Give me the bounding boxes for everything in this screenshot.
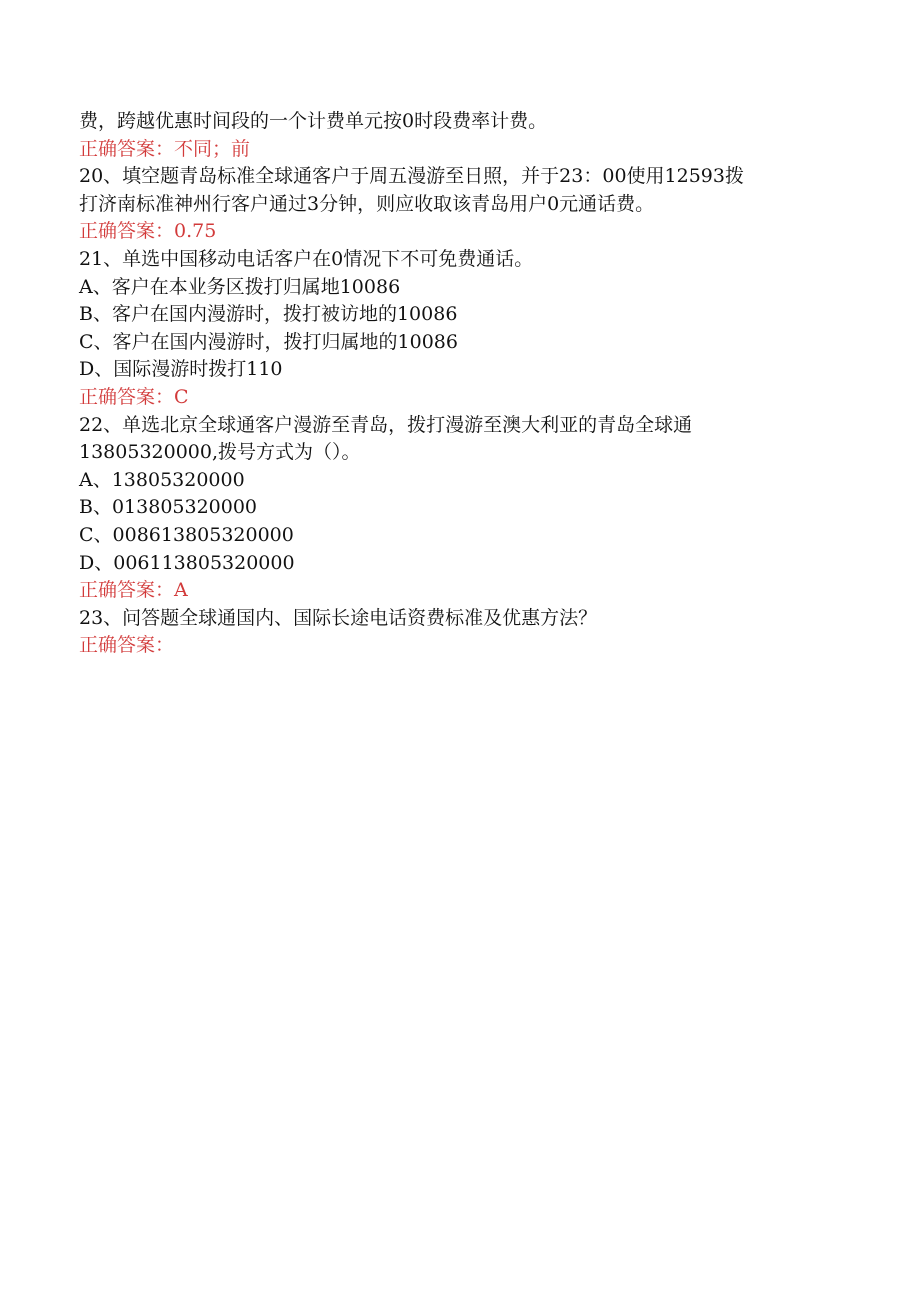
question-23: 23、问答题全球通国内、国际长途电话资费标准及优惠方法？ <box>79 606 598 629</box>
question-20-line-1: 20、填空题青岛标准全球通客户于周五漫游至日照，并于23：00使用12593拨 <box>79 165 744 188</box>
question-22-option-d: D、006113805320000 <box>79 551 295 574</box>
answer-value: 不同；前 <box>174 137 251 160</box>
question-21-option-d: D、国际漫游时拨打110 <box>79 358 283 381</box>
question-22-option-a: A、13805320000 <box>79 468 245 491</box>
answer-value: C <box>174 385 189 408</box>
question-22-option-b: B、013805320000 <box>79 496 258 519</box>
answer-22 <box>79 577 839 605</box>
answer-value: A <box>174 579 188 602</box>
answer-label: 正确答案： <box>79 137 175 160</box>
answer-19 <box>79 136 839 164</box>
question-21-option-b: B、客户在国内漫游时，拨打被访地的10086 <box>79 303 458 326</box>
question-20-line-2: 打济南标准神州行客户通过3分钟，则应收取该青岛用户0元通话费。 <box>79 192 655 215</box>
answer-20 <box>79 218 839 246</box>
answer-label: 正确答案： <box>79 220 175 243</box>
answer-label: 正确答案： <box>79 579 175 602</box>
question-21-option-a: A、客户在本业务区拨打归属地10086 <box>79 275 401 298</box>
answer-21 <box>79 384 839 412</box>
question-21: 21、单选中国移动电话客户在0情况下不可免费通话。 <box>79 247 534 270</box>
question-22-option-c: C、008613805320000 <box>79 523 294 546</box>
question-21-option-c: C、客户在国内漫游时，拨打归属地的10086 <box>79 330 458 353</box>
answer-23 <box>79 632 839 660</box>
answer-label: 正确答案： <box>79 385 175 408</box>
question-22-line-1: 22、单选北京全球通客户漫游至青岛，拨打漫游至澳大利亚的青岛全球通 <box>79 413 693 436</box>
text-line-continuation: 费，跨越优惠时间段的一个计费单元按0时段费率计费。 <box>79 110 548 132</box>
document-body <box>79 108 839 660</box>
answer-label: 正确答案： <box>79 634 175 657</box>
answer-value: 0.75 <box>174 220 217 243</box>
question-22-line-2: 13805320000,拨号方式为（）。 <box>79 441 361 464</box>
